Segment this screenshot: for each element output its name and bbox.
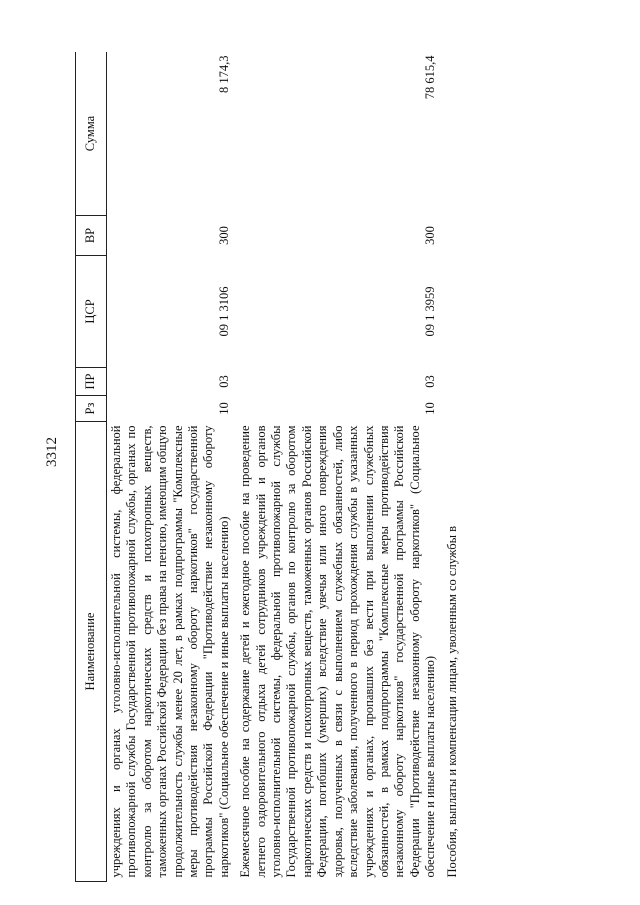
header-name: Наименование — [76, 422, 107, 882]
row-csr — [443, 256, 464, 368]
header-pr: ПР — [76, 368, 107, 396]
table-header-row — [76, 52, 107, 882]
row-name: Ежемесячное пособие на содержание детей и ежегодное пособие на проведение летнего оздоровительного отдыха детей сотрудников учреждений и органов уголовно-исполнительной системы, федеральной противопожарной службы Государственной противопожарной службы, органов по контролю за оборотом наркотических средств и психотропных веществ, таможенных органов Российской Федерации, погибших (умерших) вследствие увечья или иного повреждения здоровья, полученных в связи с выполнением служебных обязанностей, либо вследствие заболевания, полученного в период прохождения службы в указанных учреждениях и органах, пропавших без вести при выполнении служебных обязанностей, в рамках подпрограммы "Комплексные меры противодействия незаконному обороту наркотиков" государственной программы Российской Федерации "Противодействие незаконному обороту наркотиков" (Социальное обеспечение и иные выплаты населению) — [238, 425, 438, 878]
page-number: 3312 — [44, 437, 60, 467]
row-pr — [443, 368, 464, 396]
row-vr — [443, 216, 464, 256]
row-name: учреждениях и органах уголовно-исполнительной системы, федеральной противопожарной службы Государственной противопожарной службы, органах по контролю за оборотом наркотических средств и психотропных веществ, таможенных органах Российской Федерации без права на пенсию, имеющим общую продолжительность службы менее 20 лет, в рамках подпрограммы "Комплексные меры противодействия незаконному обороту наркотиков" государственной программы Российской Федерации "Противодействие незаконному обороту наркотиков" (Социальное обеспечение и иные выплаты населению) — [107, 422, 237, 882]
table-row — [107, 52, 237, 882]
row-pr: 03 — [423, 375, 438, 388]
row-csr: 09 1 3106 — [107, 256, 237, 368]
header-vr: ВР — [76, 216, 107, 256]
table-row — [443, 52, 464, 882]
row-rz: 10 — [423, 402, 438, 415]
row-pr: 03 — [107, 368, 237, 396]
header-sum: Сумма — [76, 52, 107, 216]
rotated-page-viewport — [75, 52, 605, 882]
budget-sheet — [75, 52, 605, 882]
row-name: Пособия, выплаты и компенсации лицам, уволенным со службы в — [444, 525, 459, 878]
header-csr: ЦСР — [76, 256, 107, 368]
header-rz: Рз — [76, 396, 107, 422]
row-rz — [443, 396, 464, 422]
row-vr: 300 — [107, 216, 237, 256]
row-rz: 10 — [107, 396, 237, 422]
row-csr: 09 1 3959 — [423, 286, 438, 337]
table-row — [236, 52, 442, 882]
row-vr: 300 — [423, 226, 438, 245]
row-sum: 8 174,3 — [107, 52, 237, 216]
budget-table — [75, 52, 464, 882]
row-sum: 78 615,4 — [423, 55, 438, 100]
row-sum — [443, 52, 464, 216]
